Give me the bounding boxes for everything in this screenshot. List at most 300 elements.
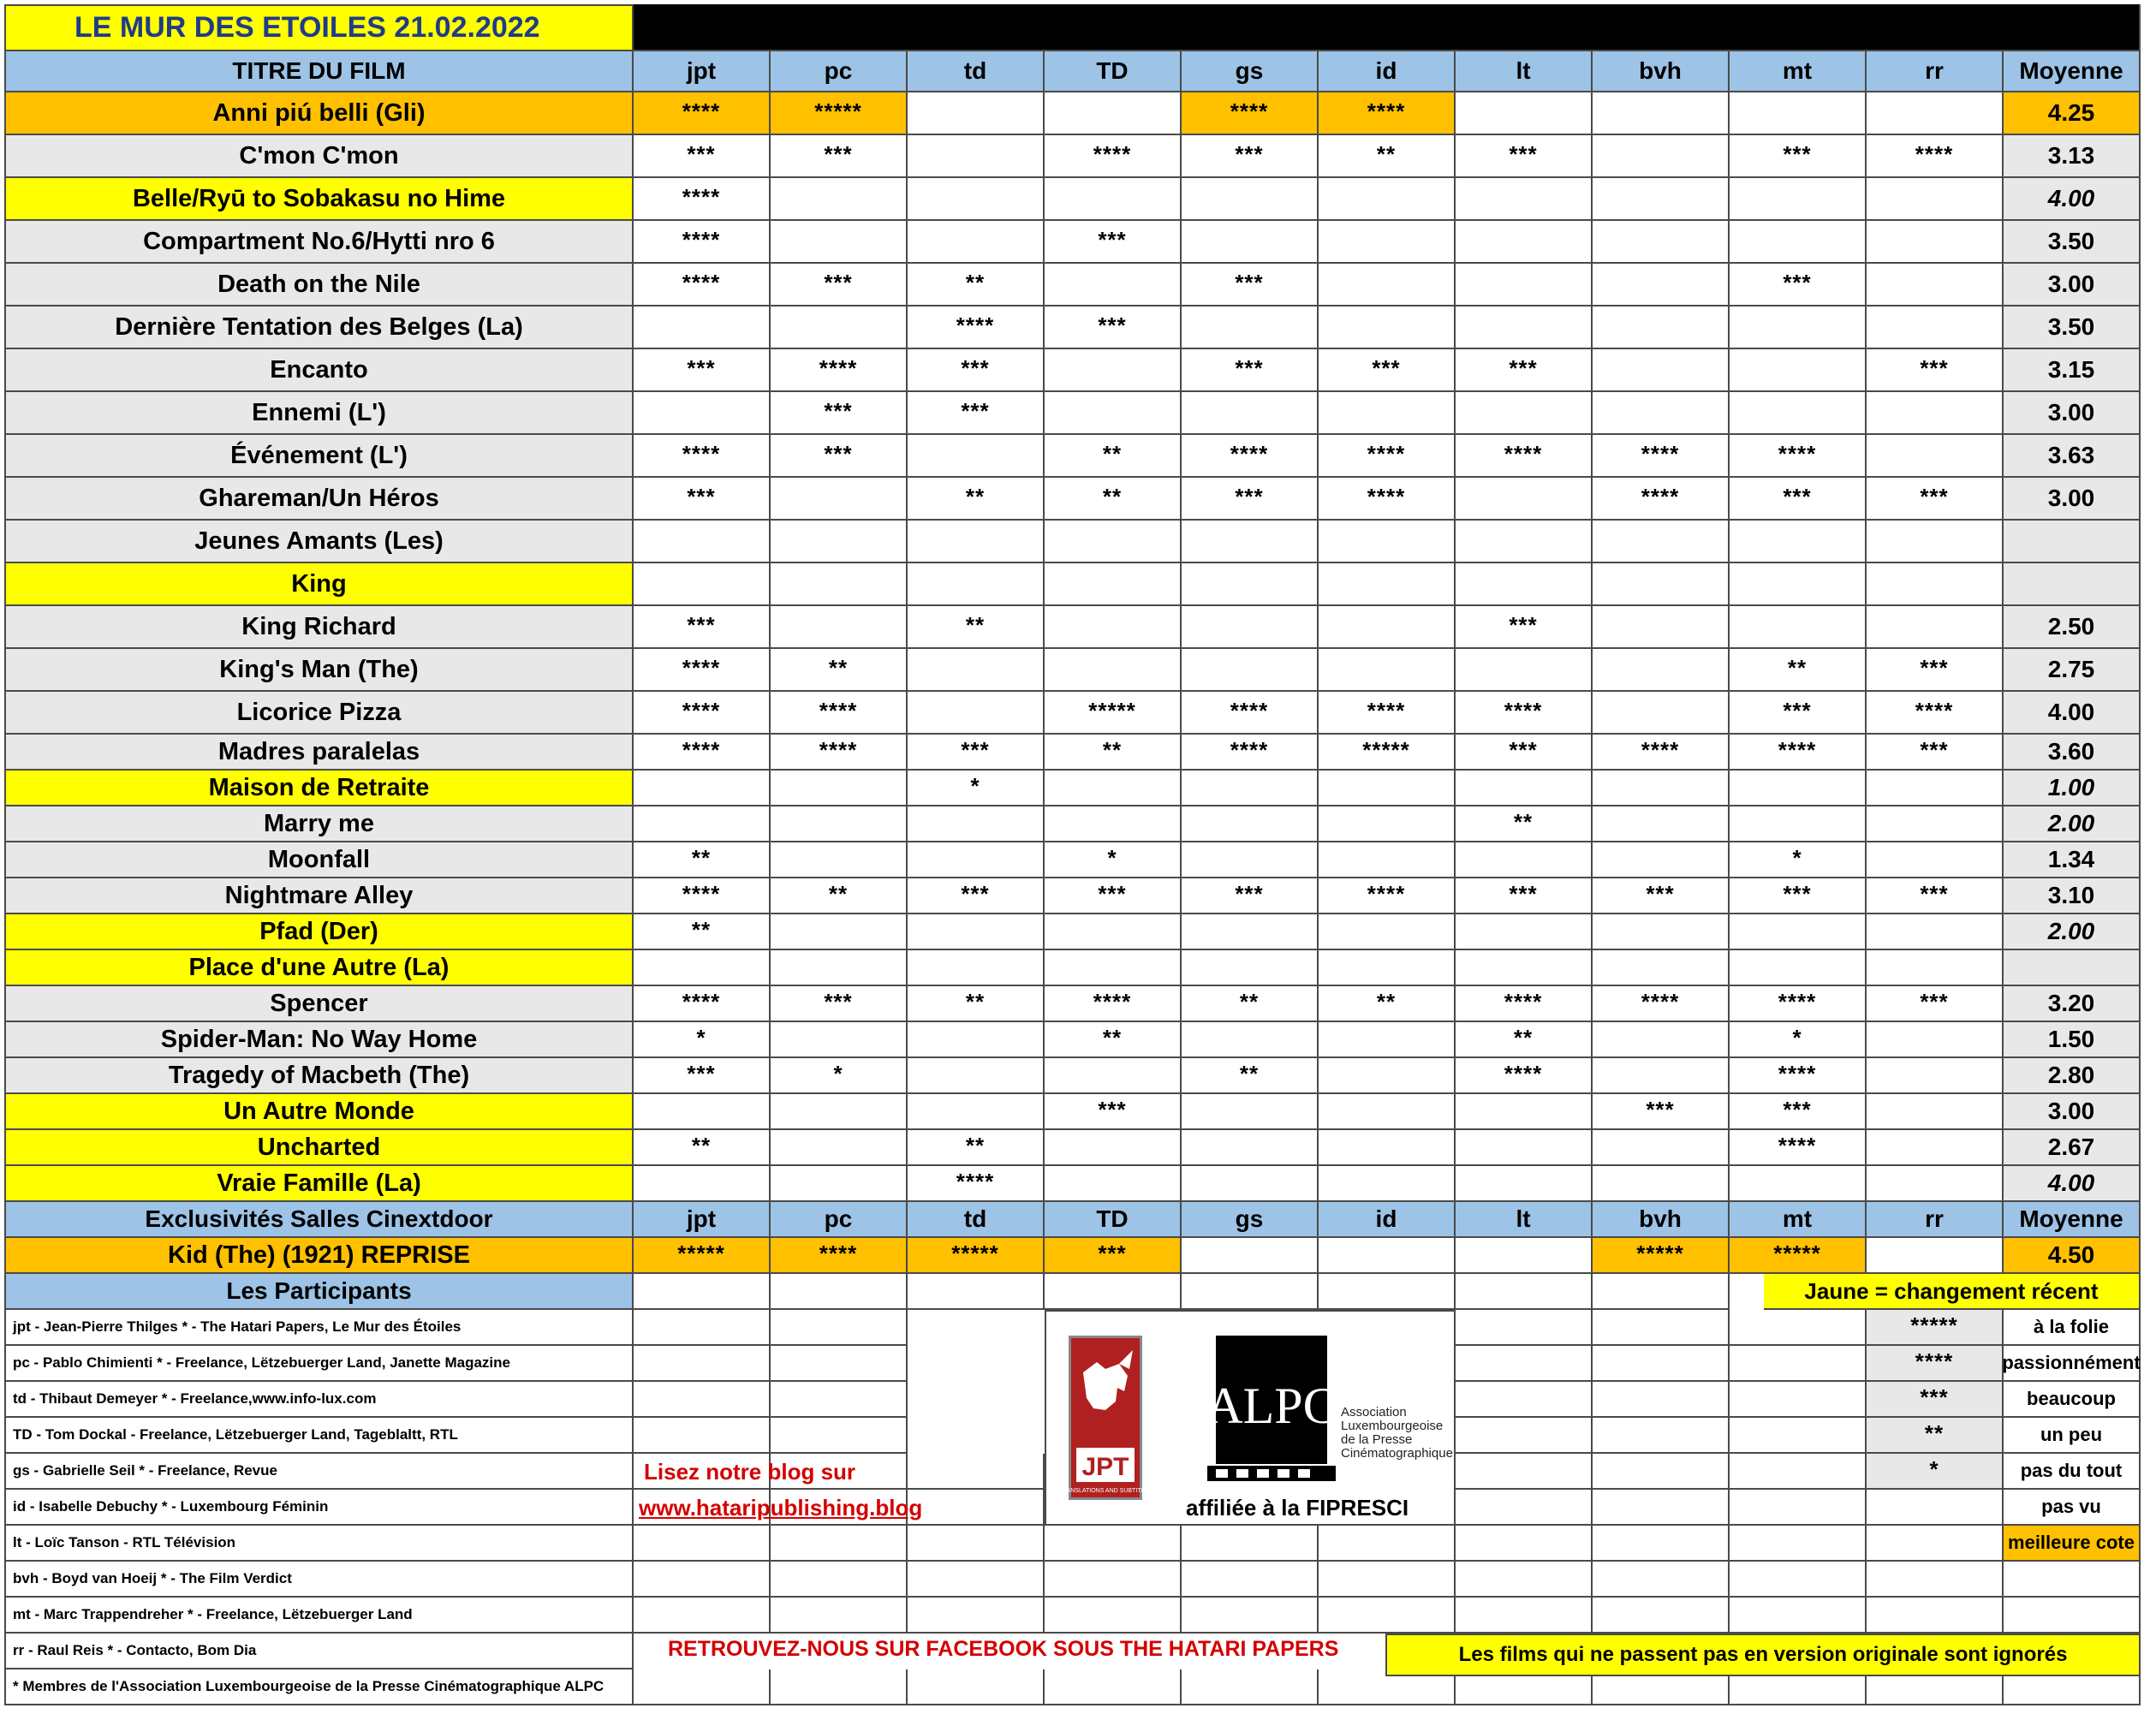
rating-td[interactable] — [908, 842, 1045, 878]
film-average[interactable]: 3.20 — [2004, 986, 2141, 1022]
rating-id[interactable]: ** — [1319, 135, 1456, 178]
rating-gs[interactable]: ** — [1182, 1058, 1319, 1094]
rating-bvh[interactable] — [1593, 1058, 1730, 1094]
rating-TD[interactable]: ***** — [1045, 692, 1182, 735]
film-title[interactable]: King Richard — [4, 606, 634, 649]
empty-cell[interactable] — [1593, 1310, 1730, 1346]
rating-mt[interactable]: *** — [1730, 135, 1867, 178]
rating-TD[interactable] — [1045, 264, 1182, 306]
rating-gs[interactable]: **** — [1182, 692, 1319, 735]
rating-jpt[interactable]: **** — [634, 435, 771, 478]
rating-rr[interactable]: **** — [1867, 692, 2004, 735]
rating-id[interactable]: **** — [1319, 878, 1456, 914]
rating-td[interactable]: * — [908, 771, 1045, 806]
empty-cell[interactable] — [771, 1526, 908, 1562]
rating-td[interactable]: *** — [908, 392, 1045, 435]
rating-bvh[interactable] — [1593, 221, 1730, 264]
rating-bvh[interactable]: **** — [1593, 735, 1730, 771]
participant[interactable]: rr - Raul Reis * - Contacto, Bom Dia — [4, 1634, 634, 1669]
rating-rr[interactable]: *** — [1867, 478, 2004, 521]
rating-pc[interactable]: *** — [771, 392, 908, 435]
film-title[interactable]: Événement (L') — [4, 435, 634, 478]
rating-id[interactable]: **** — [1319, 478, 1456, 521]
rating-TD[interactable] — [1045, 649, 1182, 692]
empty-cell[interactable] — [908, 1490, 1045, 1526]
rating-id[interactable]: *** — [1319, 349, 1456, 392]
rating-id[interactable]: **** — [1319, 92, 1456, 135]
rating-bvh[interactable] — [1593, 92, 1730, 135]
film-title[interactable]: Licorice Pizza — [4, 692, 634, 735]
film-average[interactable]: 3.63 — [2004, 435, 2141, 478]
rating-pc[interactable] — [771, 478, 908, 521]
rating-pc[interactable]: *** — [771, 135, 908, 178]
film-average[interactable]: 3.00 — [2004, 392, 2141, 435]
film-title[interactable]: Tragedy of Macbeth (The) — [4, 1058, 634, 1094]
rating-rr[interactable] — [1867, 306, 2004, 349]
rating-lt[interactable] — [1456, 306, 1593, 349]
empty-cell[interactable] — [1730, 1454, 1867, 1490]
empty-cell[interactable] — [1045, 1274, 1182, 1310]
rating-mt[interactable]: ** — [1730, 649, 1867, 692]
film-title[interactable]: Pfad (Der) — [4, 914, 634, 950]
legend-title[interactable]: Jaune = changement récent — [1764, 1274, 2141, 1310]
rating-bvh[interactable]: *** — [1593, 878, 1730, 914]
rating-id[interactable] — [1319, 521, 1456, 563]
column-header-TD[interactable]: TD — [1045, 51, 1182, 92]
rating-bvh[interactable] — [1593, 306, 1730, 349]
rating-bvh[interactable] — [1593, 806, 1730, 842]
rating-gs[interactable]: *** — [1182, 878, 1319, 914]
participant[interactable]: jpt - Jean-Pierre Thilges * - The Hatari Papers, Le Mur des Étoiles — [4, 1310, 634, 1346]
legend-label[interactable]: passionnément — [2004, 1346, 2141, 1382]
rating-gs[interactable]: *** — [1182, 478, 1319, 521]
film-average[interactable]: 4.00 — [2004, 692, 2141, 735]
empty-cell[interactable] — [1456, 1526, 1593, 1562]
rating-lt[interactable] — [1456, 1166, 1593, 1202]
film-title[interactable]: Jeunes Amants (Les) — [4, 521, 634, 563]
rating-mt[interactable] — [1730, 92, 1867, 135]
rating-rr[interactable] — [1867, 264, 2004, 306]
rating-TD[interactable]: ** — [1045, 1022, 1182, 1058]
rating-pc[interactable]: *** — [771, 435, 908, 478]
rating-pc[interactable]: **** — [771, 692, 908, 735]
rating-TD[interactable]: *** — [1045, 306, 1182, 349]
rating-TD[interactable] — [1045, 392, 1182, 435]
rating-TD[interactable]: **** — [1045, 135, 1182, 178]
rating-lt[interactable] — [1456, 563, 1593, 606]
rating-bvh[interactable] — [1593, 950, 1730, 986]
rating-pc[interactable]: ***** — [771, 92, 908, 135]
rating-rr[interactable] — [1867, 842, 2004, 878]
empty-cell[interactable] — [1730, 1562, 1867, 1598]
rating-jpt[interactable] — [634, 1094, 771, 1130]
rating-bvh[interactable] — [1593, 135, 1730, 178]
rating-gs[interactable] — [1182, 1130, 1319, 1166]
exclusive-column-gs[interactable]: gs — [1182, 1202, 1319, 1238]
rating-jpt[interactable]: ** — [634, 842, 771, 878]
rating-TD[interactable]: **** — [1045, 986, 1182, 1022]
column-header-lt[interactable]: lt — [1456, 51, 1593, 92]
rating-id[interactable] — [1319, 649, 1456, 692]
empty-cell[interactable] — [1867, 1490, 2004, 1526]
rating-mt[interactable] — [1730, 221, 1867, 264]
participant[interactable]: id - Isabelle Debuchy * - Luxembourg Féminin — [4, 1490, 634, 1526]
film-average[interactable]: 1.50 — [2004, 1022, 2141, 1058]
rating-lt[interactable] — [1456, 1094, 1593, 1130]
rating-jpt[interactable]: *** — [634, 478, 771, 521]
empty-cell[interactable] — [771, 1382, 908, 1418]
rating-id[interactable] — [1319, 950, 1456, 986]
rating-td[interactable] — [908, 521, 1045, 563]
film-average[interactable]: 3.50 — [2004, 306, 2141, 349]
legend-stars[interactable]: ** — [1867, 1418, 2004, 1454]
rating-TD[interactable] — [1045, 563, 1182, 606]
legend-stars[interactable]: **** — [1867, 1346, 2004, 1382]
column-header-mt[interactable]: mt — [1730, 51, 1867, 92]
rating-lt[interactable]: *** — [1456, 878, 1593, 914]
rating-lt[interactable] — [1456, 478, 1593, 521]
rating-pc[interactable] — [771, 1094, 908, 1130]
rating-TD[interactable]: * — [1045, 842, 1182, 878]
film-title[interactable]: Ghareman/Un Héros — [4, 478, 634, 521]
empty-cell[interactable] — [1730, 1526, 1867, 1562]
exclusive-column-average[interactable]: Moyenne — [2004, 1202, 2141, 1238]
film-average[interactable]: 3.10 — [2004, 878, 2141, 914]
rating-jpt[interactable]: *** — [634, 135, 771, 178]
film-average[interactable]: 2.00 — [2004, 806, 2141, 842]
film-average[interactable]: 4.25 — [2004, 92, 2141, 135]
exclusive-rating-id[interactable] — [1319, 1238, 1456, 1274]
best-rating-label[interactable]: meilleure cote — [2004, 1526, 2141, 1562]
rating-mt[interactable] — [1730, 392, 1867, 435]
rating-TD[interactable]: ** — [1045, 735, 1182, 771]
rating-lt[interactable] — [1456, 914, 1593, 950]
empty-cell[interactable] — [1319, 1526, 1456, 1562]
rating-gs[interactable] — [1182, 771, 1319, 806]
rating-id[interactable] — [1319, 1094, 1456, 1130]
rating-gs[interactable]: *** — [1182, 349, 1319, 392]
rating-rr[interactable]: **** — [1867, 135, 2004, 178]
legend-stars[interactable]: ***** — [1867, 1310, 2004, 1346]
empty-cell[interactable] — [634, 1526, 771, 1562]
rating-jpt[interactable] — [634, 521, 771, 563]
rating-mt[interactable] — [1730, 521, 1867, 563]
rating-rr[interactable] — [1867, 178, 2004, 221]
rating-rr[interactable] — [1867, 563, 2004, 606]
rating-lt[interactable] — [1456, 521, 1593, 563]
film-title[interactable]: Compartment No.6/Hytti nro 6 — [4, 221, 634, 264]
film-title[interactable]: Ennemi (L') — [4, 392, 634, 435]
empty-cell[interactable] — [1730, 1310, 1867, 1346]
rating-gs[interactable] — [1182, 606, 1319, 649]
rating-id[interactable] — [1319, 842, 1456, 878]
empty-cell[interactable] — [908, 1669, 1045, 1705]
film-title[interactable]: Death on the Nile — [4, 264, 634, 306]
rating-td[interactable] — [908, 1022, 1045, 1058]
film-average[interactable] — [2004, 563, 2141, 606]
film-title[interactable]: Belle/Ryū to Sobakasu no Hime — [4, 178, 634, 221]
empty-cell[interactable] — [1593, 1418, 1730, 1454]
rating-id[interactable] — [1319, 264, 1456, 306]
film-title[interactable]: King's Man (The) — [4, 649, 634, 692]
exclusive-rating-bvh[interactable]: ***** — [1593, 1238, 1730, 1274]
empty-cell[interactable] — [1182, 1562, 1319, 1598]
rating-lt[interactable]: *** — [1456, 735, 1593, 771]
empty-cell[interactable] — [771, 1418, 908, 1454]
rating-bvh[interactable] — [1593, 392, 1730, 435]
rating-TD[interactable] — [1045, 92, 1182, 135]
rating-gs[interactable] — [1182, 1094, 1319, 1130]
rating-rr[interactable]: *** — [1867, 878, 2004, 914]
exclusive-column-rr[interactable]: rr — [1867, 1202, 2004, 1238]
rating-lt[interactable]: **** — [1456, 435, 1593, 478]
empty-cell[interactable] — [908, 1562, 1045, 1598]
rating-lt[interactable] — [1456, 649, 1593, 692]
empty-cell[interactable] — [1319, 1598, 1456, 1634]
empty-cell[interactable] — [634, 1669, 771, 1705]
film-average[interactable]: 3.50 — [2004, 221, 2141, 264]
film-average[interactable]: 3.00 — [2004, 478, 2141, 521]
rating-TD[interactable] — [1045, 1166, 1182, 1202]
rating-rr[interactable] — [1867, 392, 2004, 435]
rating-lt[interactable]: **** — [1456, 692, 1593, 735]
rating-gs[interactable] — [1182, 649, 1319, 692]
rating-bvh[interactable] — [1593, 771, 1730, 806]
rating-lt[interactable] — [1456, 221, 1593, 264]
rating-mt[interactable]: *** — [1730, 478, 1867, 521]
sheet-title[interactable]: LE MUR DES ETOILES 21.02.2022 — [4, 4, 634, 51]
empty-cell[interactable] — [634, 1274, 771, 1310]
rating-pc[interactable] — [771, 1166, 908, 1202]
film-title[interactable]: Spider-Man: No Way Home — [4, 1022, 634, 1058]
empty-cell[interactable] — [1456, 1274, 1593, 1310]
film-title[interactable]: Spencer — [4, 986, 634, 1022]
column-header-rr[interactable]: rr — [1867, 51, 2004, 92]
exclusive-rating-pc[interactable]: **** — [771, 1238, 908, 1274]
empty-cell[interactable] — [634, 1598, 771, 1634]
empty-cell[interactable] — [1730, 1598, 1867, 1634]
rating-pc[interactable]: * — [771, 1058, 908, 1094]
film-title[interactable]: Nightmare Alley — [4, 878, 634, 914]
rating-rr[interactable] — [1867, 1166, 2004, 1202]
film-title[interactable]: C'mon C'mon — [4, 135, 634, 178]
film-title[interactable]: Marry me — [4, 806, 634, 842]
film-title[interactable]: Madres paralelas — [4, 735, 634, 771]
legend-label[interactable]: à la folie — [2004, 1310, 2141, 1346]
rating-id[interactable] — [1319, 178, 1456, 221]
rating-TD[interactable] — [1045, 521, 1182, 563]
rating-gs[interactable]: *** — [1182, 135, 1319, 178]
rating-pc[interactable] — [771, 950, 908, 986]
rating-td[interactable] — [908, 914, 1045, 950]
rating-mt[interactable] — [1730, 563, 1867, 606]
rating-td[interactable]: **** — [908, 306, 1045, 349]
rating-td[interactable] — [908, 135, 1045, 178]
empty-cell[interactable] — [1045, 1562, 1182, 1598]
rating-mt[interactable] — [1730, 306, 1867, 349]
rating-bvh[interactable] — [1593, 692, 1730, 735]
rating-lt[interactable]: *** — [1456, 349, 1593, 392]
rating-id[interactable] — [1319, 806, 1456, 842]
rating-bvh[interactable] — [1593, 1166, 1730, 1202]
rating-gs[interactable]: **** — [1182, 92, 1319, 135]
rating-id[interactable] — [1319, 392, 1456, 435]
rating-id[interactable] — [1319, 563, 1456, 606]
rating-mt[interactable]: *** — [1730, 878, 1867, 914]
empty-cell[interactable] — [771, 1310, 908, 1346]
film-average[interactable]: 3.00 — [2004, 264, 2141, 306]
rating-id[interactable] — [1319, 306, 1456, 349]
rating-bvh[interactable] — [1593, 649, 1730, 692]
rating-lt[interactable]: **** — [1456, 1058, 1593, 1094]
rating-pc[interactable] — [771, 771, 908, 806]
film-average[interactable] — [2004, 950, 2141, 986]
rating-gs[interactable] — [1182, 392, 1319, 435]
rating-td[interactable] — [908, 221, 1045, 264]
rating-rr[interactable] — [1867, 950, 2004, 986]
rating-TD[interactable] — [1045, 914, 1182, 950]
rating-lt[interactable] — [1456, 771, 1593, 806]
participant[interactable]: * Membres de l'Association Luxembourgeoise de la Presse Cinématographique ALPC — [4, 1669, 634, 1705]
empty-cell[interactable] — [1045, 1598, 1182, 1634]
exclusive-rating-gs[interactable] — [1182, 1238, 1319, 1274]
rating-rr[interactable] — [1867, 771, 2004, 806]
film-average[interactable]: 1.34 — [2004, 842, 2141, 878]
column-header-td[interactable]: td — [908, 51, 1045, 92]
film-title[interactable]: Encanto — [4, 349, 634, 392]
rating-jpt[interactable]: **** — [634, 649, 771, 692]
exclusive-column-bvh[interactable]: bvh — [1593, 1202, 1730, 1238]
rating-rr[interactable] — [1867, 806, 2004, 842]
rating-mt[interactable]: *** — [1730, 264, 1867, 306]
rating-pc[interactable]: ** — [771, 878, 908, 914]
rating-pc[interactable]: *** — [771, 264, 908, 306]
film-average[interactable] — [2004, 521, 2141, 563]
exclusive-rating-mt[interactable]: ***** — [1730, 1238, 1867, 1274]
rating-id[interactable] — [1319, 1022, 1456, 1058]
rating-id[interactable]: ** — [1319, 986, 1456, 1022]
rating-td[interactable] — [908, 692, 1045, 735]
rating-td[interactable] — [908, 649, 1045, 692]
rating-pc[interactable]: **** — [771, 735, 908, 771]
rating-bvh[interactable] — [1593, 1022, 1730, 1058]
rating-TD[interactable] — [1045, 1058, 1182, 1094]
empty-cell[interactable] — [1456, 1418, 1593, 1454]
rating-gs[interactable] — [1182, 1166, 1319, 1202]
rating-pc[interactable] — [771, 521, 908, 563]
rating-gs[interactable] — [1182, 563, 1319, 606]
empty-cell[interactable] — [1456, 1454, 1593, 1490]
rating-jpt[interactable]: **** — [634, 735, 771, 771]
rating-td[interactable]: ** — [908, 606, 1045, 649]
rating-TD[interactable] — [1045, 349, 1182, 392]
empty-cell[interactable] — [634, 1310, 771, 1346]
rating-rr[interactable] — [1867, 221, 2004, 264]
rating-id[interactable] — [1319, 771, 1456, 806]
rating-pc[interactable] — [771, 1130, 908, 1166]
empty-cell[interactable] — [1730, 1418, 1867, 1454]
rating-mt[interactable] — [1730, 178, 1867, 221]
rating-td[interactable]: ** — [908, 986, 1045, 1022]
rating-id[interactable]: ***** — [1319, 735, 1456, 771]
rating-mt[interactable] — [1730, 806, 1867, 842]
film-title[interactable]: Place d'une Autre (La) — [4, 950, 634, 986]
rating-mt[interactable]: *** — [1730, 1094, 1867, 1130]
rating-bvh[interactable] — [1593, 842, 1730, 878]
film-average[interactable]: 4.00 — [2004, 1166, 2141, 1202]
rating-mt[interactable] — [1730, 349, 1867, 392]
rating-TD[interactable] — [1045, 178, 1182, 221]
rating-bvh[interactable] — [1593, 914, 1730, 950]
rating-jpt[interactable]: **** — [634, 92, 771, 135]
rating-lt[interactable]: ** — [1456, 806, 1593, 842]
rating-jpt[interactable]: ** — [634, 914, 771, 950]
rating-lt[interactable] — [1456, 392, 1593, 435]
rating-rr[interactable] — [1867, 606, 2004, 649]
exclusive-column-lt[interactable]: lt — [1456, 1202, 1593, 1238]
legend-label[interactable]: un peu — [2004, 1418, 2141, 1454]
rating-lt[interactable]: **** — [1456, 986, 1593, 1022]
empty-cell[interactable] — [1593, 1598, 1730, 1634]
film-title[interactable]: Vraie Famille (La) — [4, 1166, 634, 1202]
rating-td[interactable]: *** — [908, 349, 1045, 392]
empty-cell[interactable] — [1045, 1526, 1182, 1562]
rating-rr[interactable]: *** — [1867, 735, 2004, 771]
rating-bvh[interactable] — [1593, 264, 1730, 306]
rating-mt[interactable]: **** — [1730, 735, 1867, 771]
exclusive-rating-jpt[interactable]: ***** — [634, 1238, 771, 1274]
empty-cell[interactable] — [1593, 1454, 1730, 1490]
rating-rr[interactable] — [1867, 1130, 2004, 1166]
rating-jpt[interactable]: **** — [634, 178, 771, 221]
empty-cell[interactable] — [1730, 1490, 1867, 1526]
rating-gs[interactable]: ** — [1182, 986, 1319, 1022]
participant[interactable]: TD - Tom Dockal - Freelance, Lëtzebuerger Land, Tageblaltt, RTL — [4, 1418, 634, 1454]
empty-cell[interactable] — [908, 1274, 1045, 1310]
empty-cell[interactable] — [1182, 1274, 1319, 1310]
rating-jpt[interactable]: * — [634, 1022, 771, 1058]
empty-cell[interactable] — [908, 1598, 1045, 1634]
column-header-gs[interactable]: gs — [1182, 51, 1319, 92]
film-title[interactable]: Un Autre Monde — [4, 1094, 634, 1130]
rating-lt[interactable]: ** — [1456, 1022, 1593, 1058]
empty-cell[interactable] — [1593, 1346, 1730, 1382]
rating-pc[interactable]: *** — [771, 986, 908, 1022]
empty-cell[interactable] — [634, 1562, 771, 1598]
empty-cell[interactable] — [908, 1454, 1045, 1490]
rating-id[interactable] — [1319, 606, 1456, 649]
rating-mt[interactable] — [1730, 914, 1867, 950]
rating-rr[interactable] — [1867, 521, 2004, 563]
column-header-average[interactable]: Moyenne — [2004, 51, 2141, 92]
empty-cell[interactable] — [634, 1418, 771, 1454]
rating-TD[interactable] — [1045, 1130, 1182, 1166]
film-average[interactable]: 3.13 — [2004, 135, 2141, 178]
rating-id[interactable] — [1319, 1130, 1456, 1166]
column-header-title[interactable]: TITRE DU FILM — [4, 51, 634, 92]
participants-header[interactable]: Les Participants — [4, 1274, 634, 1310]
rating-mt[interactable] — [1730, 606, 1867, 649]
legend-label[interactable]: beaucoup — [2004, 1382, 2141, 1418]
rating-gs[interactable]: *** — [1182, 264, 1319, 306]
rating-id[interactable] — [1319, 914, 1456, 950]
rating-lt[interactable] — [1456, 1130, 1593, 1166]
rating-rr[interactable] — [1867, 1058, 2004, 1094]
film-average[interactable]: 3.60 — [2004, 735, 2141, 771]
exclusive-column-td[interactable]: td — [908, 1202, 1045, 1238]
rating-lt[interactable]: *** — [1456, 135, 1593, 178]
participant[interactable]: gs - Gabrielle Seil * - Freelance, Revue — [4, 1454, 634, 1490]
